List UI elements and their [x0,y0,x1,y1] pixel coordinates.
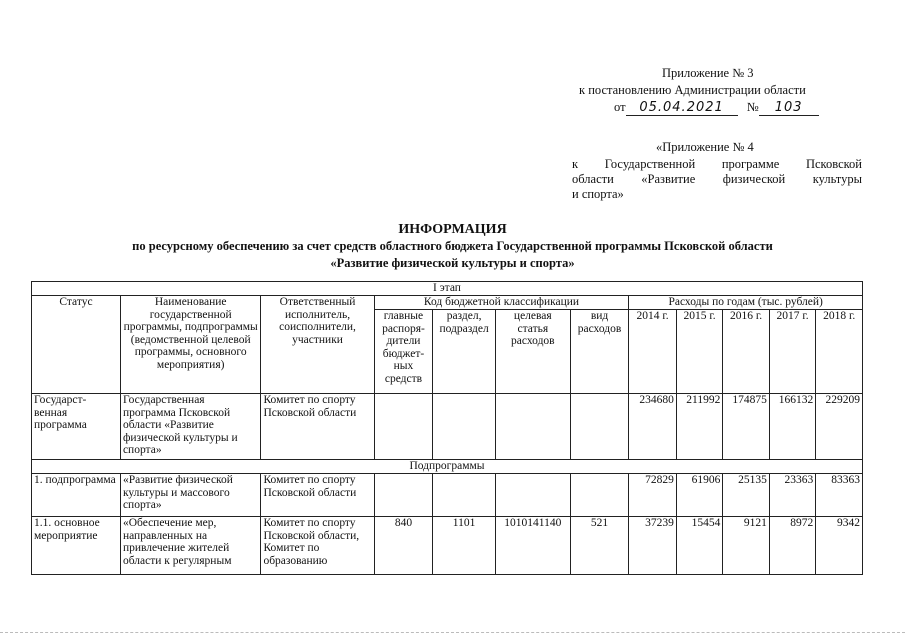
program-line: к Государственной программе Псковской [572,157,862,171]
header-executor: Ответственный исполнитель, соисполнители, участники [261,296,374,394]
table-row [32,474,863,517]
row-value: 9342 [816,517,863,575]
program-reference [572,157,862,202]
header-budget-code: Код бюджетной классификации [374,296,629,310]
row-status: Государст-венная программа [32,394,121,460]
row-value: 83363 [816,474,863,517]
row-executor: Комитет по спорту Псковской области, Комитет по образованию [261,517,374,575]
row-type [570,394,629,460]
row-executor: Комитет по спорту Псковской области [261,394,374,460]
document-subtitle-line1: по ресурсному обеспечению за счет средств областного бюджета Государственной программы Псковской области [132,239,773,253]
row-value: 211992 [676,394,722,460]
quote-appendix-title: «Приложение № 4 [656,140,754,154]
header-expenses: Расходы по годам (тыс. рублей) [629,296,863,310]
row-value: 72829 [629,474,677,517]
row-executor: Комитет по спорту Псковской области [261,474,374,517]
handwritten-date: 05.04.2021 [626,100,738,116]
table-row [32,394,863,460]
row-section: 1101 [433,517,496,575]
row-name: Государственная программа Псковской области «Развитие физической культуры и спорта» [120,394,261,460]
resource-table [31,281,863,575]
header-year: 2017 г. [769,310,815,394]
header-grbs: главные распоря-дители бюджет-ных средств [374,310,433,394]
header-target: целевая статья расходов [495,310,570,394]
resolution-line: к постановлению Администрации области [579,83,806,97]
row-value: 9121 [723,517,769,575]
date-number-line [614,100,819,116]
subprograms-label: Подпрограммы [32,460,863,474]
row-target [495,394,570,460]
row-value: 23363 [769,474,815,517]
row-section [433,474,496,517]
row-value: 229209 [816,394,863,460]
table-row [32,517,863,575]
row-value: 166132 [769,394,815,460]
subprograms-row [32,460,863,474]
header-name: Наименование государственной программы, подпрограммы (ведомственной целевой программы, основного мероприятия) [120,296,261,394]
row-value: 234680 [629,394,677,460]
header-status: Статус [32,296,121,394]
row-type: 521 [570,517,629,575]
document-title: ИНФОРМАЦИЯ [398,222,507,237]
row-grbs: 840 [374,517,433,575]
row-section [433,394,496,460]
program-line: области «Развитие физической культуры [572,172,862,186]
header-year: 2018 г. [816,310,863,394]
header-year: 2016 г. [723,310,769,394]
stage-row [32,282,863,296]
row-value: 8972 [769,517,815,575]
row-value: 61906 [676,474,722,517]
row-value: 37239 [629,517,677,575]
row-type [570,474,629,517]
header-type: вид расходов [570,310,629,394]
row-status: 1.1. основное мероприятие [32,517,121,575]
date-prefix: от [614,100,626,114]
handwritten-number: 103 [759,100,819,116]
scan-edge [0,632,905,633]
row-value: 25135 [723,474,769,517]
row-status: 1. подпрограмма [32,474,121,517]
row-name: «Развитие физической культуры и массового спорта» [120,474,261,517]
row-value: 15454 [676,517,722,575]
header-section: раздел, подраздел [433,310,496,394]
row-grbs [374,474,433,517]
stage-cell: I этап [32,282,863,296]
row-grbs [374,394,433,460]
header-year: 2015 г. [676,310,722,394]
document-subtitle-line2: «Развитие физической культуры и спорта» [330,256,575,270]
row-target [495,474,570,517]
number-prefix: № [746,100,759,114]
row-value: 174875 [723,394,769,460]
program-line: и спорта» [572,187,624,201]
header-year: 2014 г. [629,310,677,394]
header-row-1 [32,296,863,310]
row-target: 1010141140 [495,517,570,575]
appendix-title: Приложение № 3 [662,66,754,80]
row-name: «Обеспечение мер, направленных на привлечение жителей области к регулярным [120,517,261,575]
